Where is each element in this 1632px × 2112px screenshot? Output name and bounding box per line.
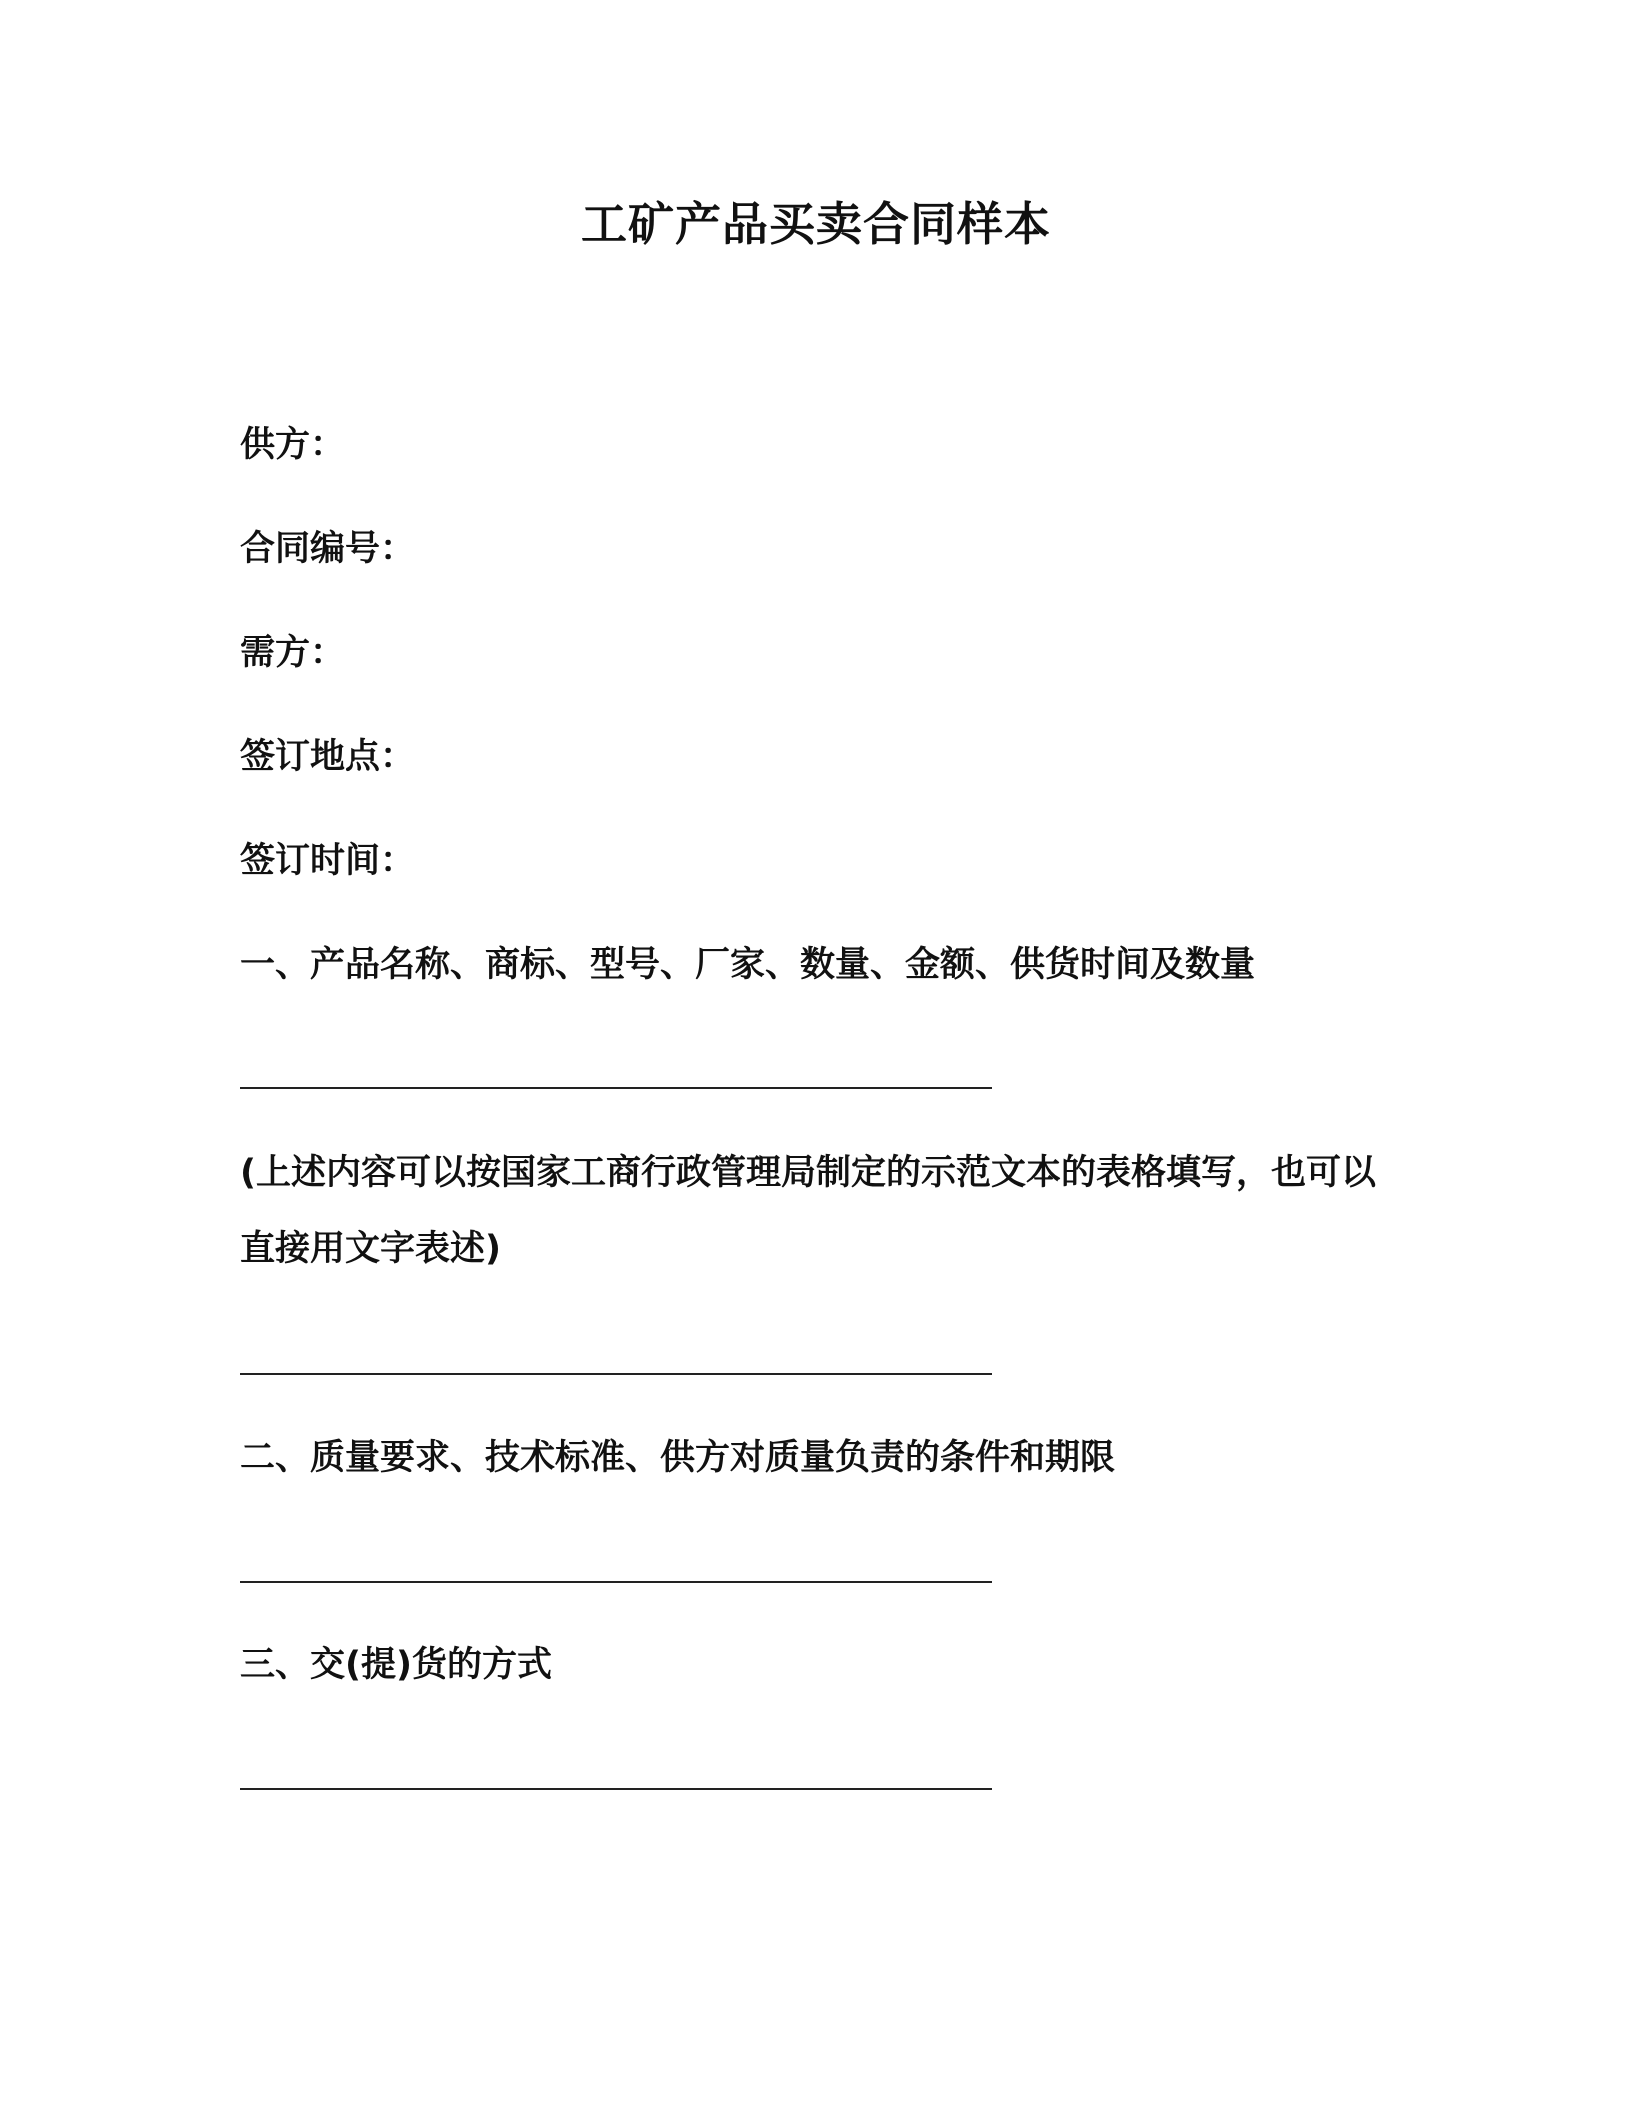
field-sign-time: 签订时间： (240, 841, 416, 881)
section-2-heading: 二、质量要求、技术标准、供方对质量负责的条件和期限 (240, 1438, 1116, 1478)
fill-in-line-2 (240, 1373, 992, 1375)
field-sign-place: 签订地点： (240, 737, 416, 777)
field-buyer: 需方： (240, 633, 346, 673)
field-contract-number: 合同编号： (240, 529, 416, 569)
fill-in-line-4 (240, 1788, 992, 1790)
field-supplier: 供方： (240, 425, 346, 465)
section-1-heading: 一、产品名称、商标、型号、厂家、数量、金额、供货时间及数量 (240, 945, 1256, 985)
document-title: 工矿产品买卖合同样本 (581, 197, 1051, 251)
fill-in-line-3 (240, 1581, 992, 1583)
fill-in-line-1 (240, 1087, 992, 1089)
section-3-heading: 三、交(提)货的方式 (240, 1645, 552, 1685)
section-1-note: (上述内容可以按国家工商行政管理局制定的示范文本的表格填写，也可以直接用文字表述) (240, 1153, 1376, 1269)
